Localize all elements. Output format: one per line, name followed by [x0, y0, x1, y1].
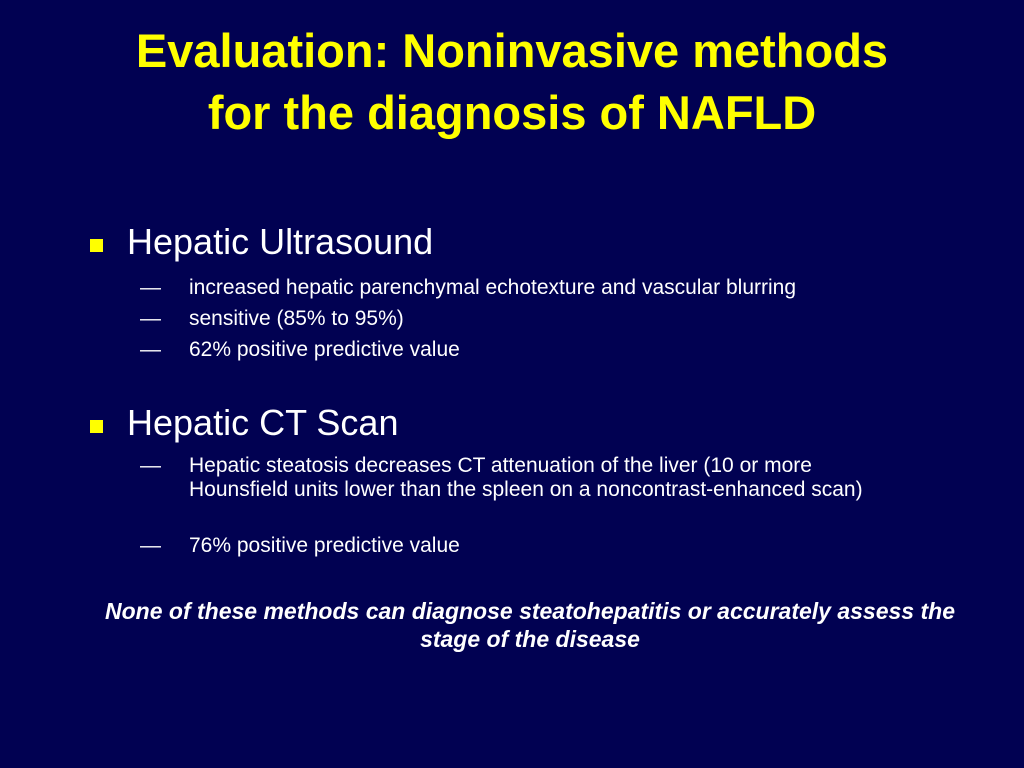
dash-marker: — — [140, 454, 161, 477]
bullet-square-icon — [90, 420, 103, 433]
sub-item-text: Hepatic steatosis decreases CT attenuation of the liver (10 or more Hounsfield units lower than the spleen on a noncontrast-enhanced scan) — [189, 454, 863, 501]
dash-marker: — — [140, 307, 161, 330]
dash-marker: — — [140, 534, 161, 557]
title-line-1: Evaluation: Noninvasive methods — [135, 24, 889, 77]
dash-marker: — — [140, 276, 161, 299]
title-line-2: for the diagnosis of NAFLD — [207, 86, 817, 139]
bullet-label: Hepatic CT Scan — [127, 402, 399, 443]
sub-item-text: sensitive (85% to 95%) — [189, 307, 404, 330]
closing-note: None of these methods can diagnose steatohepatitis or accurately assess the stage of the disease — [105, 598, 955, 652]
sub-item-text: increased hepatic parenchymal echotexture and vascular blurring — [189, 276, 797, 299]
dash-marker: — — [140, 338, 161, 361]
bullet-label: Hepatic Ultrasound — [127, 221, 434, 262]
sub-item-text: 76% positive predictive value — [189, 534, 460, 557]
sub-item-text: 62% positive predictive value — [189, 338, 460, 361]
bullet-square-icon — [90, 239, 103, 252]
slide-title — [20, 20, 1004, 144]
